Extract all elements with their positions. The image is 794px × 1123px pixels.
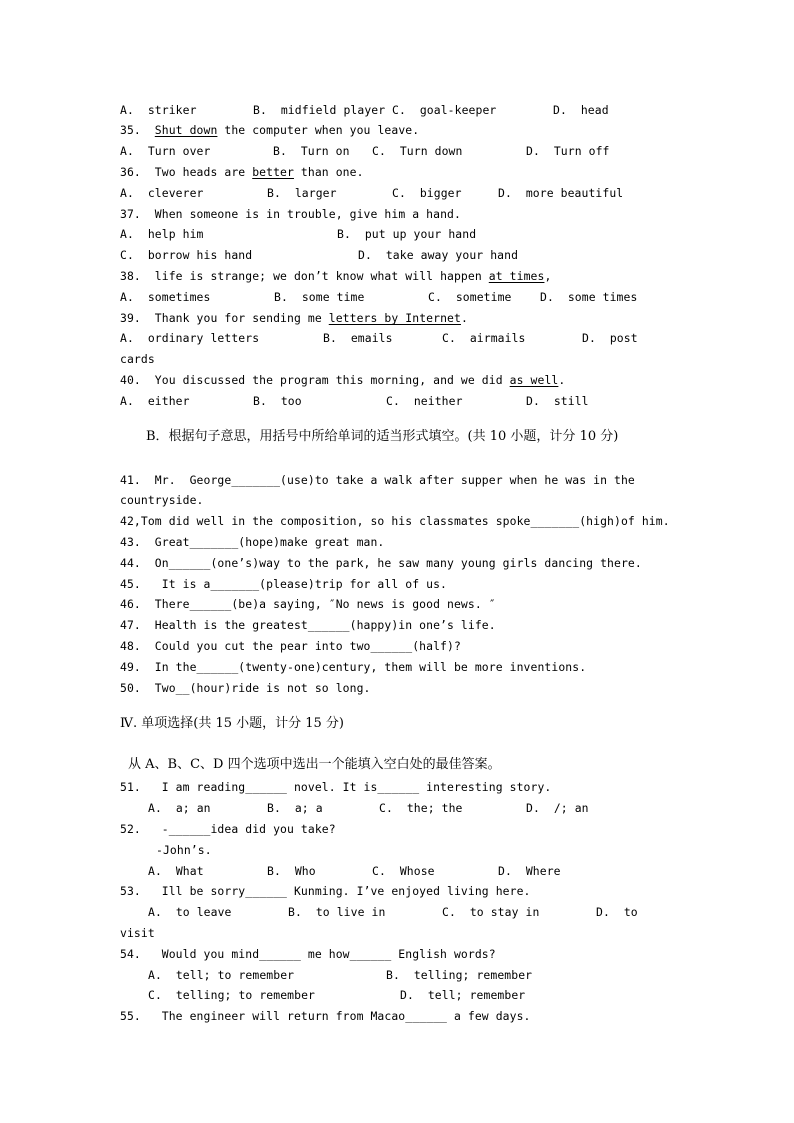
option-d-continued: cards — [120, 352, 155, 366]
question-54: 54. Would you mind______ me how______ English words? — [120, 947, 496, 961]
option-b: B. Who — [267, 864, 316, 878]
option-b: B. too — [253, 394, 302, 408]
section-4-instruction: 从 A、B、C、D 四个选项中选出一个能填入空白处的最佳答案。 — [128, 757, 501, 772]
question-44: 44. On______(one’s)way to the park, he saw many young girls dancing there. — [120, 556, 642, 570]
option-c: C. telling; to remember — [148, 988, 315, 1002]
question-43: 43. Great_______(hope)make great man. — [120, 535, 385, 549]
option-a: A. cleverer — [120, 186, 204, 200]
option-a: A. either — [120, 394, 190, 408]
option-b: B. emails — [323, 331, 393, 345]
option-a: A. striker — [120, 103, 197, 117]
option-d: D. some times — [540, 290, 638, 304]
question-text-end: , — [544, 269, 552, 283]
question-39 — [120, 311, 468, 325]
question-50: 50. Two__(hour)ride is not so long. — [120, 681, 371, 695]
option-c: C. Whose — [372, 864, 435, 878]
option-a: A. a; an — [148, 801, 211, 815]
question-46: 46. There______(be)a saying, ″No news is good news. ″ — [120, 597, 496, 611]
question-55: 55. The engineer will return from Macao______ a few days. — [120, 1009, 531, 1023]
question-text: Two heads are — [154, 165, 253, 179]
underlined-phrase: letters by Internet — [328, 311, 461, 325]
option-d: D. take away your hand — [358, 248, 519, 262]
question-41-continued: countryside. — [120, 493, 204, 507]
option-d: D. post — [582, 331, 638, 345]
option-a: A. ordinary letters — [120, 331, 260, 345]
question-text: You discussed the program this morning, and we did — [154, 373, 510, 387]
option-d: D. Where — [498, 864, 561, 878]
question-36 — [120, 165, 364, 179]
option-b: B. larger — [267, 186, 337, 200]
option-d: D. more beautiful — [498, 186, 624, 200]
option-b: B. to live in — [288, 905, 386, 919]
underlined-phrase: better — [252, 165, 294, 179]
question-text: life is strange; we don’t know what will happen — [154, 269, 489, 283]
question-40 — [120, 373, 565, 387]
option-c: C. sometime — [428, 290, 512, 304]
option-b: B. Turn on — [273, 144, 350, 158]
option-d: D. Turn off — [526, 144, 610, 158]
option-c: C. borrow his hand — [120, 248, 253, 262]
question-number: 39. — [120, 311, 141, 325]
question-number: 35. — [120, 123, 141, 137]
option-c: C. neither — [386, 394, 463, 408]
option-d: D. to — [596, 905, 638, 919]
underlined-phrase: at times — [488, 269, 545, 283]
question-number: 37. — [120, 207, 141, 221]
option-a: A. What — [148, 864, 204, 878]
option-c: C. bigger — [392, 186, 462, 200]
question-35 — [120, 123, 419, 137]
question-38 — [120, 269, 551, 283]
option-c: C. goal-keeper — [392, 103, 497, 117]
question-text: When someone is in trouble, give him a hand. — [154, 207, 461, 221]
question-53: 53. Ill be sorry______ Kunming. I’ve enjoyed living here. — [120, 884, 531, 898]
question-text-end: than one. — [293, 165, 364, 179]
option-a: A. sometimes — [120, 290, 211, 304]
question-text-end: . — [558, 373, 566, 387]
question-text: Thank you for sending me — [154, 311, 329, 325]
option-b: B. a; a — [267, 801, 323, 815]
option-d: D. tell; remember — [400, 988, 526, 1002]
option-c: C. airmails — [442, 331, 526, 345]
option-a: A. help him — [120, 227, 204, 241]
underlined-phrase: Shut down — [154, 123, 218, 137]
option-c: C. the; the — [379, 801, 463, 815]
option-c: C. Turn down — [372, 144, 463, 158]
question-49: 49. In the______(twenty-one)century, them will be more inventions. — [120, 660, 587, 674]
option-d: D. /; an — [526, 801, 589, 815]
option-b: B. telling; remember — [386, 968, 533, 982]
question-45: 45. It is a_______(please)trip for all of us. — [120, 577, 448, 591]
question-42: 42,Tom did well in the composition, so his classmates spoke_______(high)of him. — [120, 514, 670, 528]
question-41: 41. Mr. George_______(use)to take a walk after supper when he was in the — [120, 473, 635, 487]
option-c: C. to stay in — [442, 905, 540, 919]
question-37 — [120, 207, 461, 221]
question-number: 36. — [120, 165, 141, 179]
option-b: B. midfield player — [253, 103, 386, 117]
question-48: 48. Could you cut the pear into two______(half)? — [120, 639, 461, 653]
question-52-reply: -John’s. — [156, 843, 212, 857]
option-d-continued: visit — [120, 926, 155, 940]
question-52: 52. -______idea did you take? — [120, 822, 336, 836]
option-b: B. some time — [274, 290, 365, 304]
option-a: A. Turn over — [120, 144, 211, 158]
option-d: D. still — [526, 394, 589, 408]
question-47: 47. Health is the greatest______(happy)in one’s life. — [120, 618, 496, 632]
option-b: B. put up your hand — [337, 227, 477, 241]
section-b-heading: B．根据句子意思，用括号中所给单词的适当形式填空。(共 10 小题，计分 10 分) — [146, 429, 619, 444]
option-a: A. to leave — [148, 905, 232, 919]
option-a: A. tell; to remember — [148, 968, 295, 982]
question-number: 38. — [120, 269, 141, 283]
section-4-heading: Ⅳ. 单项选择(共 15 小题，计分 15 分) — [120, 716, 345, 731]
underlined-phrase: as well — [509, 373, 559, 387]
option-d: D. head — [553, 103, 609, 117]
question-text: the computer when you leave. — [217, 123, 420, 137]
question-number: 40. — [120, 373, 141, 387]
question-text-end: . — [460, 311, 468, 325]
question-51: 51. I am reading______ novel. It is______ interesting story. — [120, 780, 552, 794]
